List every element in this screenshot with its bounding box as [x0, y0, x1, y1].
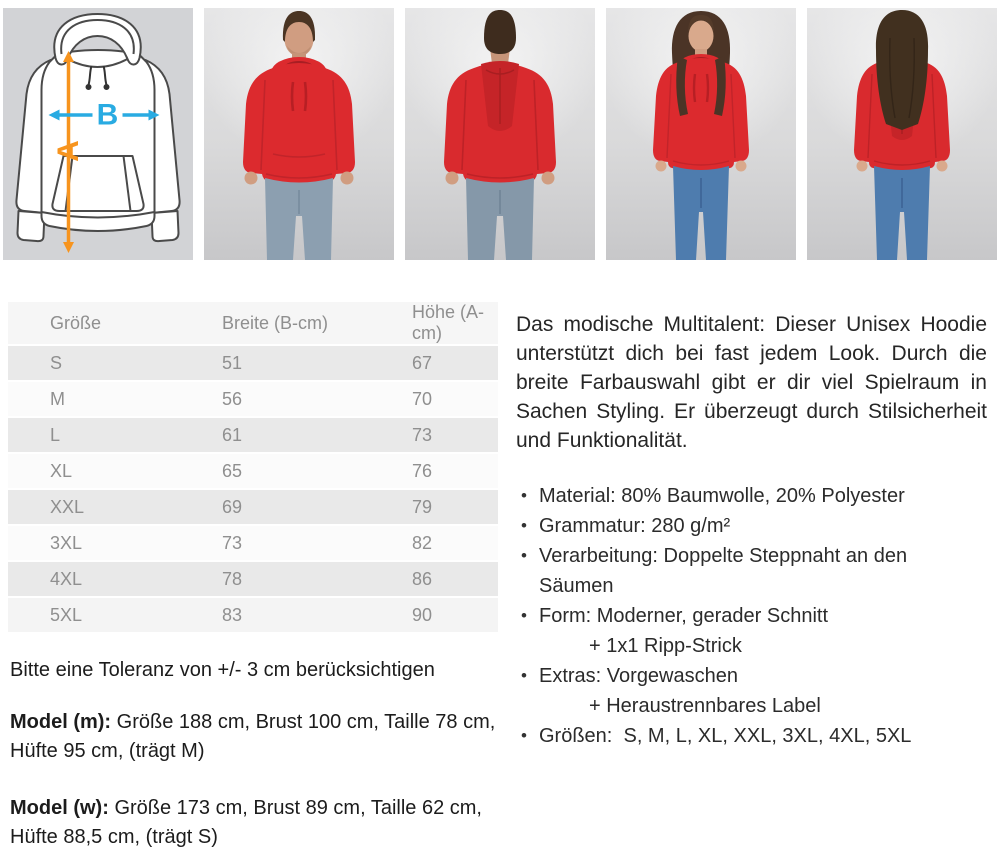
width-cell: 78 — [212, 561, 402, 597]
spec-bullet-text: Extras: Vorgewaschen — [539, 665, 738, 687]
size-cell: 5XL — [8, 597, 212, 633]
model-female-front-image[interactable] — [606, 8, 796, 260]
model-male-front-image[interactable] — [204, 8, 394, 260]
size-cell: M — [8, 381, 212, 417]
height-cell: 76 — [402, 453, 498, 489]
product-detail-page — [0, 8, 1000, 851]
spec-bullet-text: Grammatur: 280 g/m² — [539, 515, 731, 537]
spec-bullet-item — [516, 721, 987, 751]
size-cell: 4XL — [8, 561, 212, 597]
bullet-dot-icon: • — [521, 606, 527, 625]
male-front-illustration — [204, 8, 394, 260]
spec-bullet-subtext: + Heraustrennbares Label — [589, 695, 821, 717]
size-diagram-image[interactable] — [3, 8, 193, 260]
table-row — [8, 525, 498, 561]
measure-label-a: A — [52, 140, 85, 162]
spec-bullet-item — [516, 511, 987, 541]
width-cell: 73 — [212, 525, 402, 561]
table-row — [8, 561, 498, 597]
height-cell: 90 — [402, 597, 498, 633]
bullet-dot-icon: • — [521, 516, 527, 535]
spec-bullet-item — [516, 541, 987, 601]
female-back-illustration — [807, 8, 997, 260]
spec-bullet-text: Material: 80% Baumwolle, 20% Polyester — [539, 485, 905, 507]
bullet-dot-icon: • — [521, 486, 527, 505]
measure-label-b: B — [96, 98, 119, 132]
spec-list — [516, 481, 987, 751]
bullet-dot-icon: • — [521, 666, 527, 685]
model-w-note — [10, 794, 498, 852]
model-w-label: Model (w): — [10, 797, 109, 819]
table-row — [8, 417, 498, 453]
height-cell: 67 — [402, 345, 498, 381]
spec-bullet-text: Größen: S, M, L, XL, XXL, 3XL, 4XL, 5XL — [539, 725, 912, 747]
size-cell: 3XL — [8, 525, 212, 561]
col-header-width: Breite (B-cm) — [212, 302, 402, 345]
model-male-back-image[interactable] — [405, 8, 595, 260]
width-cell: 51 — [212, 345, 402, 381]
table-row — [8, 345, 498, 381]
spec-bullet-text: Form: Moderner, gerader Schnitt — [539, 605, 829, 627]
height-cell: 70 — [402, 381, 498, 417]
table-row — [8, 597, 498, 633]
bullet-dot-icon: • — [521, 726, 527, 745]
size-cell: L — [8, 417, 212, 453]
description-column — [516, 302, 987, 852]
tolerance-note: Bitte eine Toleranz von +/- 3 cm berücksichtigen — [10, 659, 435, 681]
size-info-column — [8, 302, 498, 852]
height-cell: 82 — [402, 525, 498, 561]
model-w-text: Größe 173 cm, Brust 89 cm, Taille 62 cm, Hüfte 88,5 cm, (trägt S) — [10, 797, 482, 848]
width-cell: 65 — [212, 453, 402, 489]
size-cell: XXL — [8, 489, 212, 525]
table-row — [8, 381, 498, 417]
bullet-dot-icon: • — [521, 546, 527, 565]
size-cell: S — [8, 345, 212, 381]
product-image-gallery — [3, 8, 997, 260]
model-m-label: Model (m): — [10, 711, 112, 733]
female-front-illustration — [606, 8, 796, 260]
col-header-size: Größe — [8, 302, 212, 345]
spec-bullet-item — [516, 481, 987, 511]
product-info-section — [0, 302, 1000, 852]
size-table-body — [8, 345, 498, 633]
hoodie-measure-diagram — [3, 8, 193, 260]
width-cell: 56 — [212, 381, 402, 417]
height-cell: 73 — [402, 417, 498, 453]
product-description: Das modische Multitalent: Dieser Unisex Hoodie unterstützt dich bei fast jedem Look. Durch die breite Farbauswahl gibt er dir viel Spielraum in Sachen Styling. Er überzeugt durch Stilsicherheit und Funktionalität. — [516, 313, 987, 452]
table-row — [8, 489, 498, 525]
size-cell: XL — [8, 453, 212, 489]
width-cell: 69 — [212, 489, 402, 525]
model-m-note — [10, 708, 498, 766]
spec-bullet-subtext: + 1x1 Ripp-Strick — [589, 635, 742, 657]
spec-bullet-text: Verarbeitung: Doppelte Steppnaht an den Säumen — [539, 545, 913, 597]
spec-bullet-item — [516, 661, 987, 721]
male-back-illustration — [405, 8, 595, 260]
spec-bullet-item — [516, 601, 987, 661]
model-m-text: Größe 188 cm, Brust 100 cm, Taille 78 cm, Hüfte 95 cm, (trägt M) — [10, 711, 496, 762]
width-cell: 83 — [212, 597, 402, 633]
model-female-back-image[interactable] — [807, 8, 997, 260]
size-table — [8, 302, 498, 634]
col-header-height: Höhe (A-cm) — [402, 302, 498, 345]
height-cell: 86 — [402, 561, 498, 597]
size-table-header-row — [8, 302, 498, 345]
table-row — [8, 453, 498, 489]
width-cell: 61 — [212, 417, 402, 453]
height-cell: 79 — [402, 489, 498, 525]
